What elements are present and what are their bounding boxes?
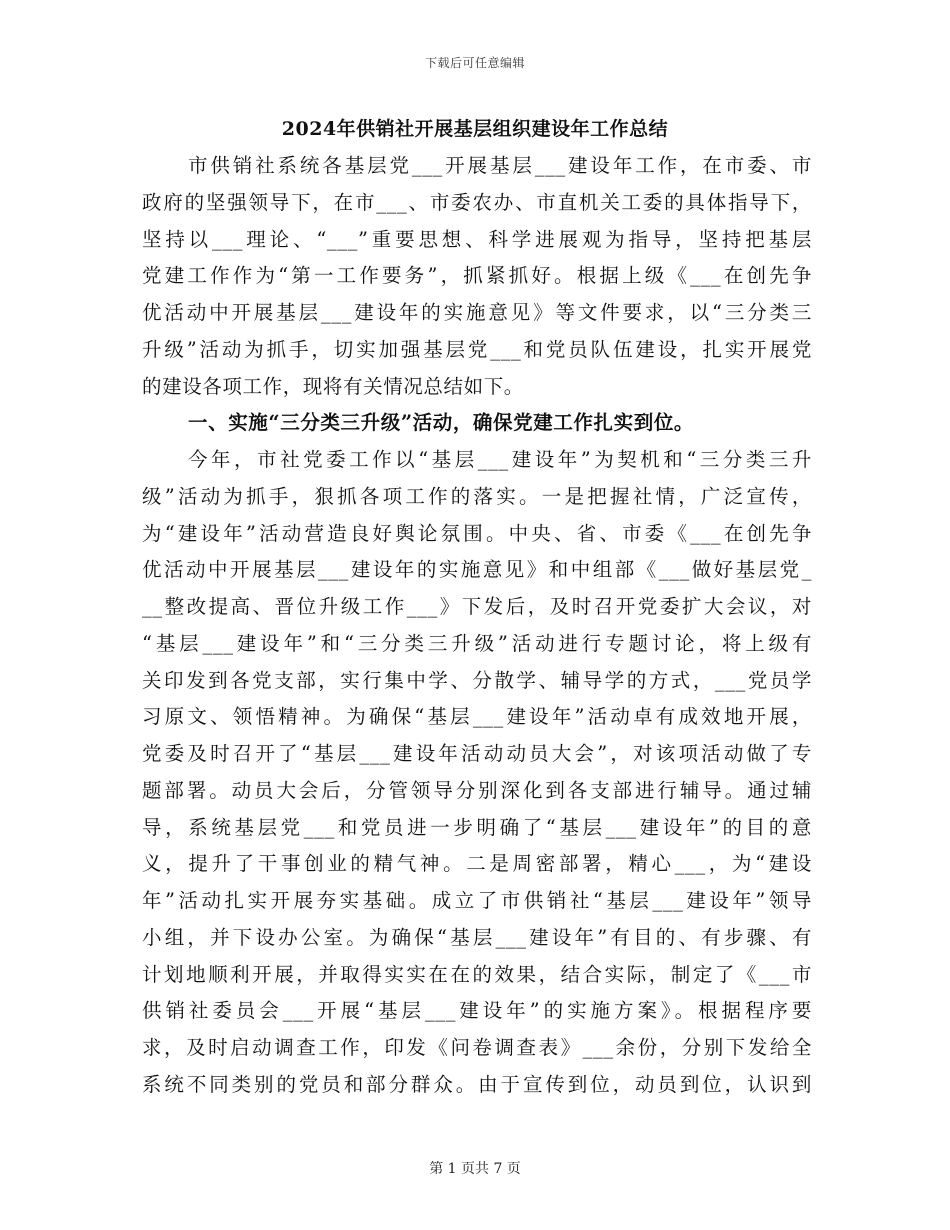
body-line: 求，及时启动调查工作，印发《问卷调查表》___余份，分别下发给全 bbox=[142, 1036, 812, 1059]
body-line: 义，提升了干事创业的精气神。二是周密部署，精心___，为“建设 bbox=[142, 852, 812, 876]
body-line: 优活动中开展基层___建设年的实施意见》等文件要求，以“三分类三 bbox=[142, 301, 812, 324]
body-line: 计划地顺利开展，并取得实实在在的效果，结合实际，制定了《___市 bbox=[142, 962, 812, 986]
body-line: 关印发到各党支部，实行集中学、分散学、辅导学的方式，___党员学 bbox=[142, 668, 812, 692]
body-line: 党委及时召开了“基层___建设年活动动员大会”，对该项活动做了专 bbox=[142, 742, 812, 765]
body-line: __整改提高、晋位升级工作___》下发后，及时召开党委扩大会议，对 bbox=[142, 595, 812, 618]
body-line: 导，系统基层党___和党员进一步明确了“基层___建设年”的目的意 bbox=[142, 815, 812, 839]
body-line: 的建设各项工作，现将有关情况总结如下。 bbox=[142, 374, 524, 398]
body-line: 为“建设年”活动营造良好舆论氛围。中央、省、市委《___在创先争 bbox=[142, 521, 812, 545]
body-line: 坚持以___理论、“___”重要思想、科学进展观为指导，坚持把基层 bbox=[142, 227, 812, 251]
body-line: “基层___建设年”和“三分类三升级”活动进行专题讨论，将上级有 bbox=[142, 631, 812, 655]
document-body bbox=[142, 148, 812, 1104]
body-line: 年”活动扎实开展夯实基础。成立了市供销社“基层___建设年”领导 bbox=[142, 889, 812, 912]
body-line: 级”活动为抓手，狠抓各项工作的落实。一是把握社情，广泛宣传， bbox=[142, 484, 812, 508]
body-line: 小组，并下设办公室。为确保“基层___建设年”有目的、有步骤、有 bbox=[142, 925, 812, 949]
body-line: 供销社委员会___开展“基层___建设年”的实施方案》。根据程序要 bbox=[142, 999, 812, 1023]
body-line: 政府的坚强领导下，在市___、市委农办、市直机关工委的具体指导下， bbox=[142, 190, 812, 214]
body-line: 升级”活动为抓手，切实加强基层党___和党员队伍建设，扎实开展党 bbox=[142, 337, 812, 361]
body-line: 市供销社系统各基层党___开展基层___建设年工作，在市委、市 bbox=[188, 154, 812, 177]
body-line: 题部署。动员大会后，分管领导分别深化到各支部进行辅导。通过辅 bbox=[142, 778, 812, 802]
body-line: 今年，市社党委工作以“基层___建设年”为契机和“三分类三升 bbox=[188, 448, 812, 471]
body-line: 优活动中开展基层___建设年的实施意见》和中组部《___做好基层党_ bbox=[142, 558, 812, 582]
page-footer: 第 1 页共 7 页 bbox=[429, 1161, 521, 1177]
header-note: 下载后可任意编辑 bbox=[424, 56, 525, 70]
section-heading: 一、实施“三分类三升级”活动，确保党建工作扎实到位。 bbox=[188, 411, 695, 435]
body-line: 习原文、领悟精神。为确保“基层___建设年”活动卓有成效地开展， bbox=[142, 705, 812, 729]
document-title: 2024年供销社开展基层组织建设年工作总结 bbox=[281, 118, 669, 140]
body-line: 党建工作作为“第一工作要务”，抓紧抓好。根据上级《___在创先争 bbox=[142, 264, 812, 288]
body-line: 系统不同类别的党员和部分群众。由于宣传到位，动员到位，认识到 bbox=[142, 1072, 812, 1096]
